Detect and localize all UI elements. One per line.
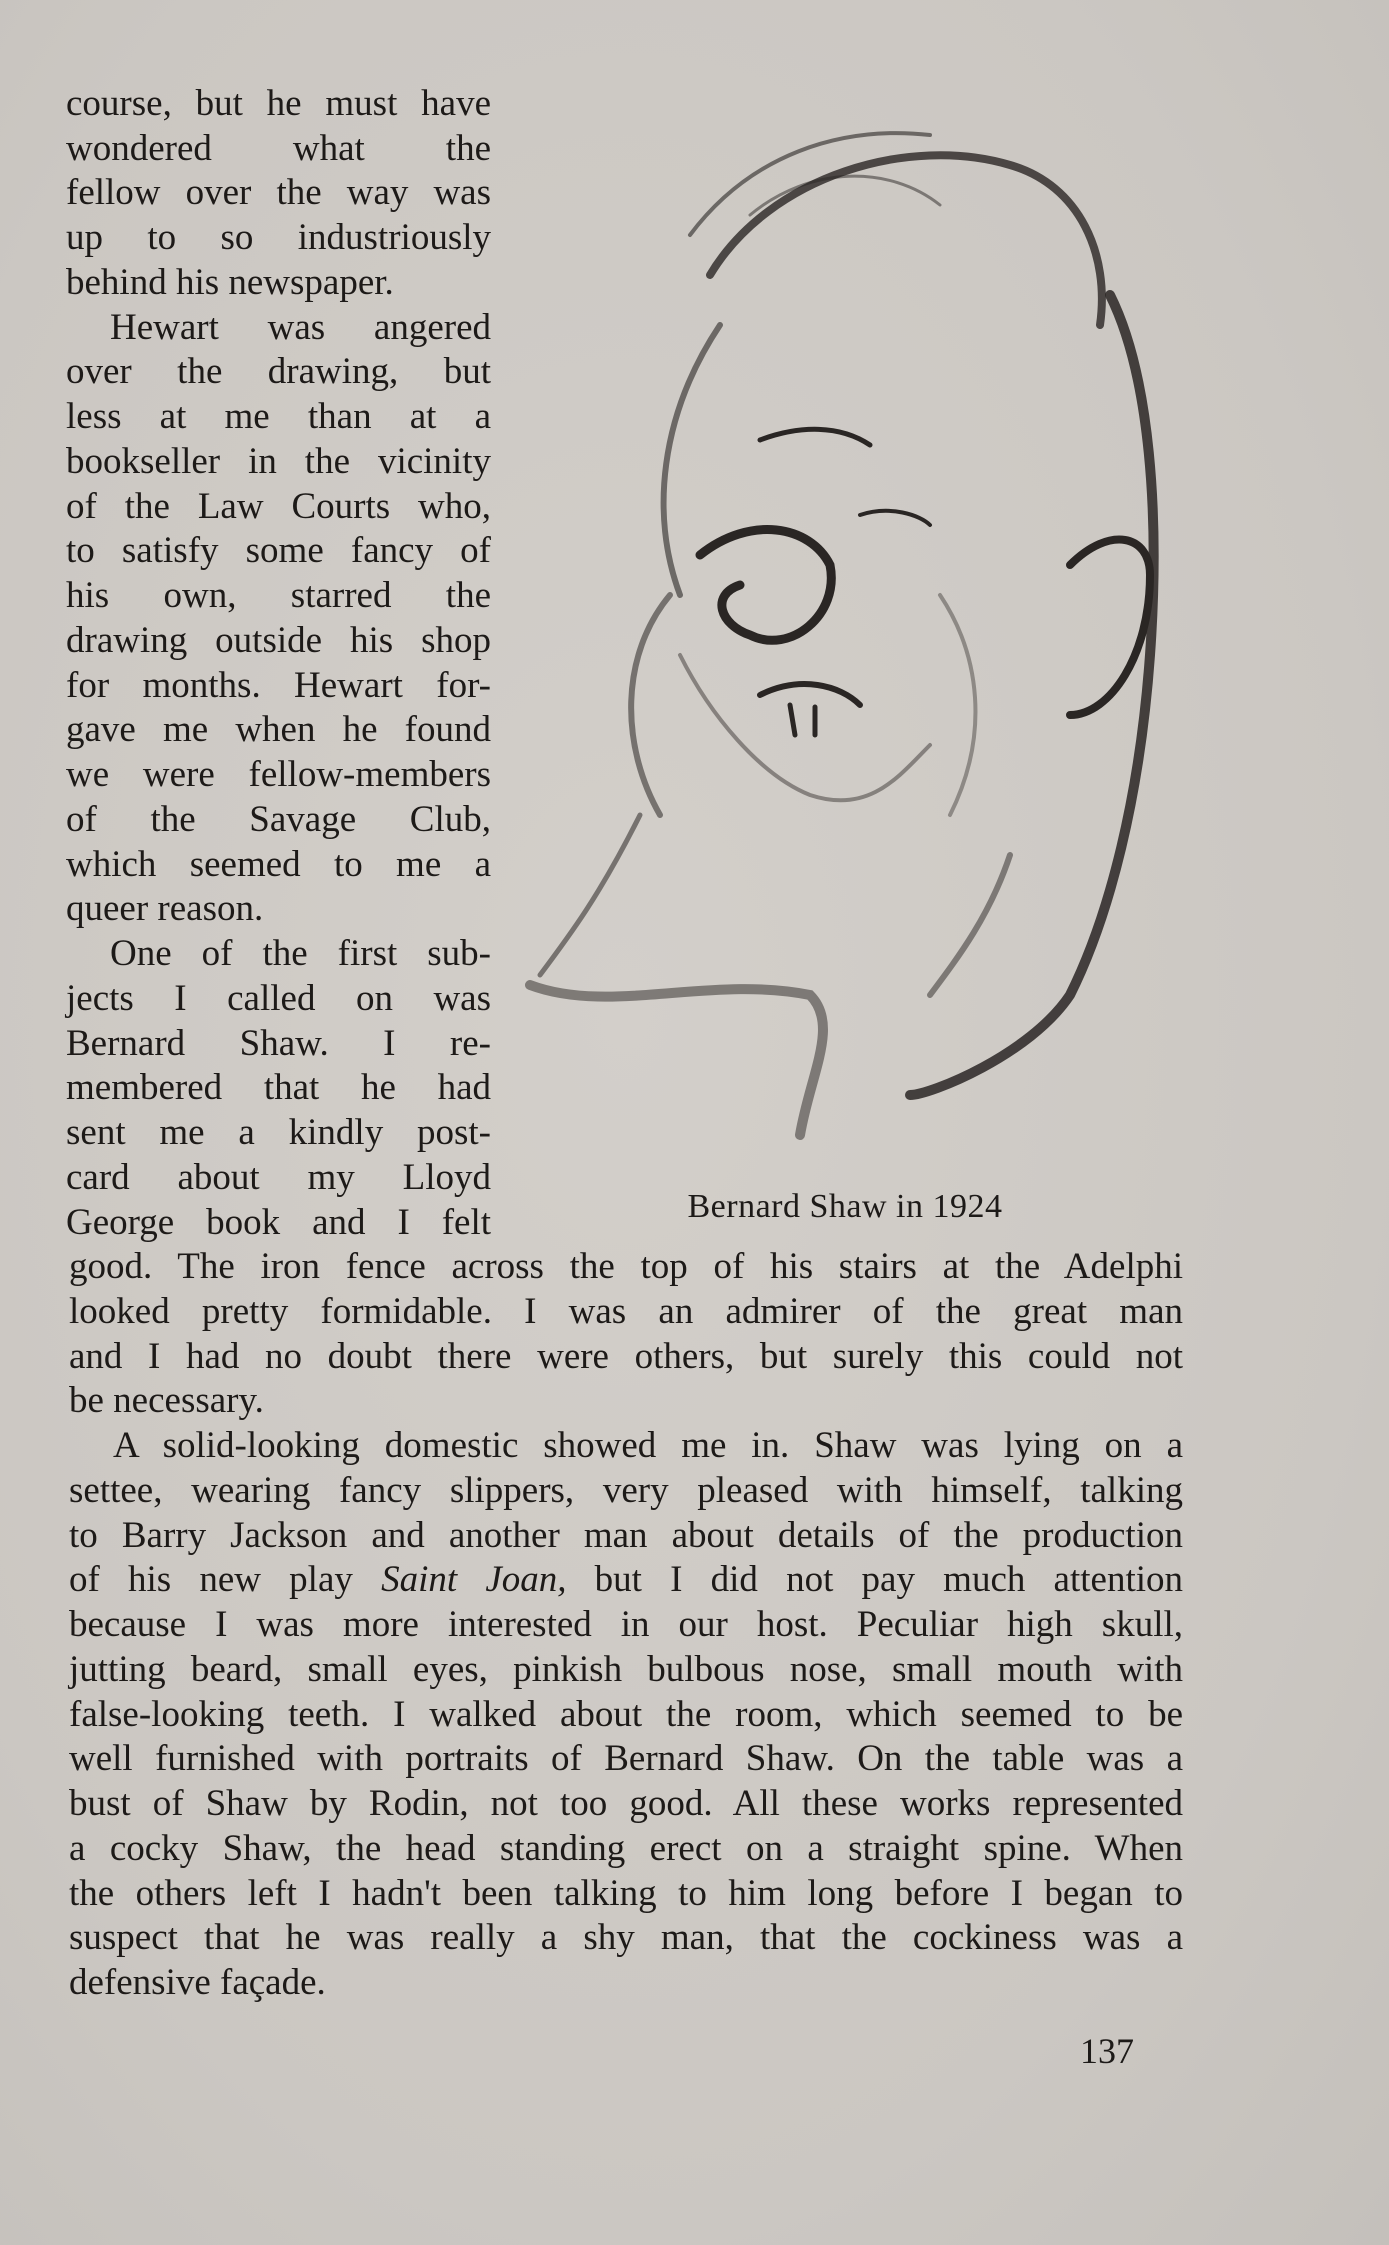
text-segment: jects I called on was <box>66 977 491 1019</box>
text-segment: but I did not pay much attention <box>566 1559 1184 1601</box>
text-segment: behind his newspaper. <box>66 261 394 303</box>
text-segment: well furnished with portraits of Bernard Shaw. On the table was a <box>69 1738 1183 1780</box>
text-line <box>69 1469 1183 1514</box>
text-segment: of his new play <box>69 1559 382 1601</box>
text-line <box>69 1693 1183 1738</box>
text-line <box>66 485 491 530</box>
text-segment: the others left I hadn't been talking to him long before I began to <box>69 1872 1183 1914</box>
text-segment: drawing outside his shop <box>66 619 491 661</box>
text-segment: be necessary. <box>69 1380 264 1422</box>
text-segment: for months. Hewart for- <box>66 664 491 706</box>
text-line <box>69 1648 1183 1693</box>
text-segment: membered that he had <box>66 1067 491 1109</box>
text-line <box>69 1514 1183 1559</box>
text-line <box>69 1558 1183 1603</box>
text-line <box>66 574 491 619</box>
text-line <box>66 798 491 843</box>
text-line <box>66 306 491 351</box>
text-segment: over the drawing, but <box>66 351 491 393</box>
text-line <box>66 440 491 485</box>
text-line <box>69 1916 1183 1961</box>
text-segment: jutting beard, small eyes, pinkish bulbous nose, small mouth with <box>69 1648 1183 1690</box>
text-segment: and I had no doubt there were others, but surely this could not <box>69 1335 1183 1377</box>
text-line <box>66 708 491 753</box>
text-segment: false-looking teeth. I walked about the room, which seemed to be <box>69 1693 1183 1735</box>
text-segment: we were fellow-members <box>66 754 491 796</box>
text-segment: queer reason. <box>66 888 264 930</box>
text-line <box>66 1066 491 1111</box>
text-segment: of the Savage Club, <box>66 798 491 840</box>
text-segment: sent me a kindly post- <box>66 1112 491 1154</box>
text-line <box>69 1245 1183 1290</box>
text-line <box>69 1961 1183 2006</box>
text-line <box>66 395 491 440</box>
text-segment: to Barry Jackson and another man about details of the production <box>69 1514 1183 1556</box>
text-line <box>66 127 491 172</box>
text-segment: George book and I felt <box>66 1201 491 1243</box>
text-line <box>66 977 491 1022</box>
text-line <box>66 753 491 798</box>
text-line <box>66 887 491 932</box>
text-line <box>69 1603 1183 1648</box>
text-line <box>66 1156 491 1201</box>
text-line <box>66 932 491 977</box>
text-segment: suspect that he was really a shy man, that the cockiness was a <box>69 1917 1183 1959</box>
text-segment: of the Law Courts who, <box>66 485 491 527</box>
text-segment: Bernard Shaw. I re- <box>66 1022 491 1064</box>
text-segment: gave me when he found <box>66 709 491 751</box>
text-line <box>66 350 491 395</box>
text-segment: up to so industriously <box>66 217 491 259</box>
text-line <box>69 1872 1183 1917</box>
bernard-shaw-caricature-illustration <box>510 95 1190 1185</box>
text-segment: looked pretty formidable. I was an admirer of the great man <box>69 1290 1183 1332</box>
text-line <box>69 1335 1183 1380</box>
text-segment: A solid-looking domestic showed me in. Shaw was lying on a <box>113 1425 1183 1467</box>
text-line <box>66 1022 491 1067</box>
illustration-caption: Bernard Shaw in 1924 <box>687 1188 1003 1225</box>
text-line <box>66 664 491 709</box>
text-line <box>66 529 491 574</box>
text-segment: card about my Lloyd <box>66 1156 491 1198</box>
text-line <box>66 216 491 261</box>
text-segment: less at me than at a <box>66 396 491 438</box>
text-segment: defensive façade. <box>69 1962 326 2004</box>
italic-play-title: Saint Joan, <box>381 1559 567 1601</box>
text-line <box>66 171 491 216</box>
text-segment: wondered what the <box>66 127 491 169</box>
text-line <box>66 82 491 127</box>
text-segment: to satisfy some fancy of <box>66 530 491 572</box>
text-line <box>66 619 491 664</box>
text-segment: which seemed to me a <box>66 843 491 885</box>
text-segment: his own, starred the <box>66 575 491 617</box>
text-line <box>66 843 491 888</box>
text-line <box>66 1201 491 1246</box>
text-line <box>69 1424 1183 1469</box>
text-segment: One of the first sub- <box>110 933 491 975</box>
text-segment: settee, wearing fancy slippers, very pleased with himself, talking <box>69 1469 1183 1511</box>
page-number: 137 <box>1080 2031 1134 2071</box>
text-segment: Hewart was angered <box>110 306 491 348</box>
text-line <box>66 261 491 306</box>
text-segment: good. The iron fence across the top of his stairs at the Adelphi <box>69 1246 1183 1288</box>
text-line <box>69 1737 1183 1782</box>
text-segment: course, but he must have <box>66 83 491 124</box>
text-line <box>66 1111 491 1156</box>
text-line <box>69 1782 1183 1827</box>
text-segment: fellow over the way was <box>66 172 491 214</box>
text-segment: bust of Shaw by Rodin, not too good. All these works represented <box>69 1783 1183 1825</box>
text-segment: bookseller in the vicinity <box>66 440 491 482</box>
text-line <box>69 1827 1183 1872</box>
text-line <box>69 1290 1183 1335</box>
text-line <box>69 1379 1183 1424</box>
text-segment: because I was more interested in our host. Peculiar high skull, <box>69 1604 1183 1646</box>
text-segment: a cocky Shaw, the head standing erect on a straight spine. When <box>69 1827 1183 1869</box>
